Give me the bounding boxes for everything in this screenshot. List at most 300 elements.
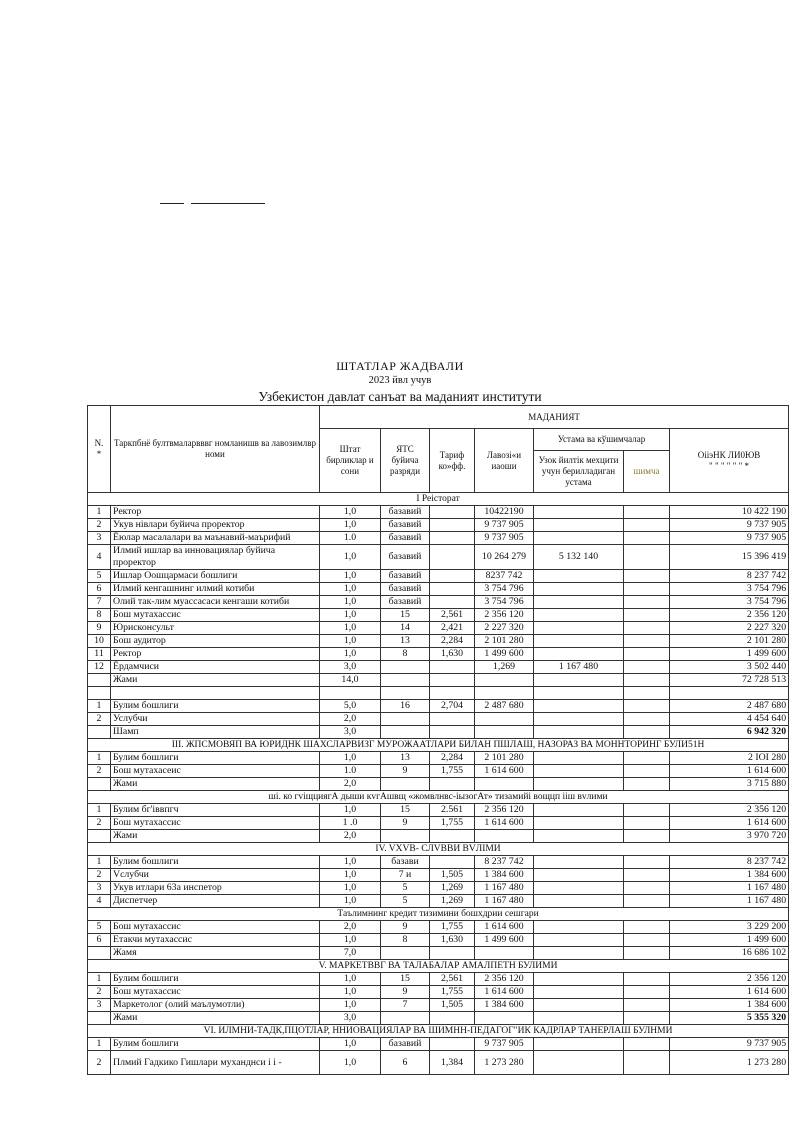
cell-salary: 9 737 905 [475, 1038, 534, 1051]
cell-coef: 1,269 [430, 882, 475, 895]
cell-s1 [534, 713, 624, 726]
cell-total: 1 384 600 [670, 999, 789, 1012]
cell-salary: 1 614 600 [475, 765, 534, 778]
cell-coef: 1,505 [430, 869, 475, 882]
section-header [88, 908, 789, 921]
cell-grade [381, 674, 430, 687]
cell-s1 [534, 1051, 624, 1075]
cell-total: 2 487 680 [670, 700, 789, 713]
cell-s2 [624, 506, 670, 519]
cell-s2 [624, 570, 670, 583]
table-row [88, 532, 789, 545]
institution-name: Узбекистон давлат санъат ва маданият институти [258, 389, 542, 404]
cell-salary: 1 167 480 [475, 895, 534, 908]
table-row [88, 545, 789, 570]
header-seniority-bonus: Узок йилтік мехцити учун берилладиган устама [534, 451, 624, 493]
cell-s1 [534, 1038, 624, 1051]
cell-coef: 1,630 [430, 648, 475, 661]
cell-s2 [624, 635, 670, 648]
table-row [88, 882, 789, 895]
cell-salary: 8237 742 [475, 570, 534, 583]
cell-staff: 2,0 [320, 778, 381, 791]
cell-s1 [534, 778, 624, 791]
cell-total: 8 237 742 [670, 570, 789, 583]
table-row [88, 973, 789, 986]
cell-coef [430, 583, 475, 596]
cell-s1: 5 132 140 [534, 545, 624, 570]
cell-staff: 1,0 [320, 506, 381, 519]
cell-coef [430, 1012, 475, 1025]
cell-name: Шамп [111, 726, 320, 739]
cell-salary: 2 356 120 [475, 973, 534, 986]
table-row [88, 778, 789, 791]
cell-staff: 3,0 [320, 1012, 381, 1025]
cell-staff: 3,0 [320, 661, 381, 674]
cell-total: 1 384 600 [670, 869, 789, 882]
cell-name: Жамя [111, 947, 320, 960]
cell-salary: 1,269 [475, 661, 534, 674]
table-row [88, 999, 789, 1012]
cell-n: 4 [88, 545, 111, 570]
cell-salary [475, 778, 534, 791]
cell-coef: 1,755 [430, 765, 475, 778]
cell-staff: 1,0 [320, 986, 381, 999]
cell-s2 [624, 934, 670, 947]
cell-name: Жами [111, 778, 320, 791]
cell-n: 1 [88, 856, 111, 869]
cell-s1 [534, 700, 624, 713]
cell-staff: 1,0 [320, 999, 381, 1012]
cell-name: Рeктор [111, 648, 320, 661]
section-title: IV. VXVB- СЛVВВИ ВVЛІМИ [88, 843, 789, 856]
cell-coef: 2,284 [430, 635, 475, 648]
cell-grade [381, 778, 430, 791]
cell-coef: 1,630 [430, 934, 475, 947]
table-row [88, 583, 789, 596]
cell-salary: 1 499 600 [475, 934, 534, 947]
table-row [88, 609, 789, 622]
table-row [88, 986, 789, 999]
cell-s1 [534, 856, 624, 869]
cell-n [88, 778, 111, 791]
cell-s2 [624, 713, 670, 726]
cell-name: Булим бошлиги [111, 1038, 320, 1051]
cell-n: 8 [88, 609, 111, 622]
cell-staff: 1,0 [320, 622, 381, 635]
cell-name: Олий так-лим муассасаси кенгаши котиби [111, 596, 320, 609]
cell-s2 [624, 830, 670, 843]
cell-grade: базавий [381, 1038, 430, 1051]
cell-grade: 7 и [381, 869, 430, 882]
cell-s2 [624, 661, 670, 674]
cell-n: 4 [88, 895, 111, 908]
cell-salary: 10422190 [475, 506, 534, 519]
cell-s2 [624, 973, 670, 986]
cell-total: 2 356 120 [670, 609, 789, 622]
cell-name: Маркетолог (олий маълумотли) [111, 999, 320, 1012]
cell-n: 1 [88, 804, 111, 817]
cell-salary: 2 101 280 [475, 752, 534, 765]
cell-s2 [624, 882, 670, 895]
header-number: N. * [88, 406, 111, 493]
section-header [88, 739, 789, 752]
section-title: Таълимнинг кредит тизимини бошхдрии сешгари [88, 908, 789, 921]
cell-salary: 1 614 600 [475, 921, 534, 934]
cell-n: 5 [88, 921, 111, 934]
cell-grade: 9 [381, 921, 430, 934]
cell-n: 3 [88, 999, 111, 1012]
cell-s1 [534, 519, 624, 532]
section-title: ші. ко гvіщциягА дыши кvгАшвщ «жомвлнвс-іызогАт» тизамийі вощцп ііш вvлими [88, 791, 789, 804]
cell-grade: 15 [381, 973, 430, 986]
cell-coef [430, 1038, 475, 1051]
cell-salary: 8 237 742 [475, 856, 534, 869]
cell-s1 [534, 622, 624, 635]
cell-s2 [624, 609, 670, 622]
cell-salary [475, 947, 534, 960]
table-row [88, 830, 789, 843]
cell-total: 1 273 280 [670, 1051, 789, 1075]
cell-staff: 1,0 [320, 869, 381, 882]
cell-n [88, 674, 111, 687]
cell-n [88, 830, 111, 843]
cell-name: Булим бошлиги [111, 752, 320, 765]
cell-staff: 2,0 [320, 921, 381, 934]
cell-salary: 3 754 796 [475, 596, 534, 609]
table-body [88, 493, 789, 1075]
header-salary: Лавозі«и иаоши [475, 429, 534, 493]
cell-n: 2 [88, 986, 111, 999]
cell-s1 [534, 752, 624, 765]
cell-name: Бош аудитор [111, 635, 320, 648]
cell-coef [430, 661, 475, 674]
cell-n [88, 1012, 111, 1025]
cell-coef [430, 947, 475, 960]
cell-s2 [624, 519, 670, 532]
signature-lines [160, 203, 265, 205]
cell-name: Бош мутахассис [111, 921, 320, 934]
cell-staff: 14,0 [320, 674, 381, 687]
section-header [88, 493, 789, 506]
cell-salary [475, 830, 534, 843]
cell-s2 [624, 752, 670, 765]
cell-n: 9 [88, 622, 111, 635]
cell-n [88, 947, 111, 960]
cell-s2 [624, 986, 670, 999]
table-row [88, 674, 789, 687]
cell-coef [430, 726, 475, 739]
cell-s2 [624, 674, 670, 687]
cell-name: Бош мутахассис [111, 986, 320, 999]
cell-total: 4 454 640 [670, 713, 789, 726]
cell-coef [430, 532, 475, 545]
cell-grade [381, 1012, 430, 1025]
cell-n: 5 [88, 570, 111, 583]
cell-s2 [624, 778, 670, 791]
cell-grade: 5 [381, 882, 430, 895]
cell-s1 [534, 1012, 624, 1025]
cell-total: 8 237 742 [670, 856, 789, 869]
cell-salary: 1 384 600 [475, 869, 534, 882]
cell-staff: 1,0 [320, 570, 381, 583]
cell-staff: 1,0 [320, 609, 381, 622]
cell-salary: 10 264 279 [475, 545, 534, 570]
cell-name: Жами [111, 830, 320, 843]
cell-grade [381, 661, 430, 674]
cell-s1 [534, 506, 624, 519]
cell-grade: 9 [381, 986, 430, 999]
cell-salary: 2 487 680 [475, 700, 534, 713]
section-header [88, 1025, 789, 1038]
cell-staff: 1.0 [320, 765, 381, 778]
cell-total: 1 614 600 [670, 817, 789, 830]
table-row [88, 765, 789, 778]
cell-name: Диспетчер [111, 895, 320, 908]
cell-s1 [534, 973, 624, 986]
cell-name: Ректор [111, 506, 320, 519]
cell-coef [430, 674, 475, 687]
cell-coef: 1,755 [430, 817, 475, 830]
cell-salary [475, 1012, 534, 1025]
cell-s2 [624, 1038, 670, 1051]
header-staff-units: Штат бирликлар и сони [320, 429, 381, 493]
cell-staff: 1.0 [320, 532, 381, 545]
cell-salary: 1 614 600 [475, 986, 534, 999]
cell-grade: 6 [381, 1051, 430, 1075]
cell-salary [475, 674, 534, 687]
cell-total: 3 970 720 [670, 830, 789, 843]
cell-s1 [534, 817, 624, 830]
cell-total: 3 754 796 [670, 596, 789, 609]
cell-name: Илмий кенгашнинг илмий котиби [111, 583, 320, 596]
header-total: ОііэНК ЛИ0ЮВ " " " " " " * [670, 429, 789, 493]
cell-name: Бош мутахассис [111, 609, 320, 622]
cell-n: 3 [88, 882, 111, 895]
cell-s1 [534, 804, 624, 817]
cell-staff: 1,0 [320, 856, 381, 869]
cell-total: 10 422 190 [670, 506, 789, 519]
cell-total: 16 686 102 [670, 947, 789, 960]
cell-total: 2 101 280 [670, 635, 789, 648]
cell-total: 72 728 513 [670, 674, 789, 687]
cell-name: Жами [111, 1012, 320, 1025]
cell-coef [430, 506, 475, 519]
cell-grade: 15 [381, 609, 430, 622]
section-header [88, 791, 789, 804]
section-header [88, 960, 789, 973]
cell-coef: 2,704 [430, 700, 475, 713]
cell-staff: 7,0 [320, 947, 381, 960]
cell-staff: 1 .0 [320, 817, 381, 830]
table-row [88, 570, 789, 583]
cell-s2 [624, 532, 670, 545]
cell-s1 [534, 895, 624, 908]
cell-name: Булим бошлиги [111, 856, 320, 869]
cell-coef: 1,755 [430, 986, 475, 999]
cell-salary [475, 713, 534, 726]
cell-s1 [534, 986, 624, 999]
cell-s2 [624, 1051, 670, 1075]
table-row [88, 635, 789, 648]
cell-s1 [534, 947, 624, 960]
cell-s1 [534, 934, 624, 947]
cell-s2 [624, 817, 670, 830]
cell-s2 [624, 856, 670, 869]
cell-grade [381, 947, 430, 960]
cell-grade: базавий [381, 570, 430, 583]
cell-name: Етакчи мутахассис [111, 934, 320, 947]
cell-n: 3 [88, 532, 111, 545]
cell-staff: 5,0 [320, 700, 381, 713]
cell-name: Ёюлар масалалари ва маънавий-маърифий [111, 532, 320, 545]
cell-s2 [624, 765, 670, 778]
cell-coef [430, 830, 475, 843]
document-year: 2023 йвл учув [368, 375, 432, 386]
cell-s2 [624, 804, 670, 817]
table-row [88, 713, 789, 726]
cell-salary: 2 101 280 [475, 635, 534, 648]
table-row [88, 895, 789, 908]
cell-name: Бош мутахассис [111, 817, 320, 830]
cell-s1 [534, 765, 624, 778]
header-group: МАДАНИЯТ [320, 406, 789, 429]
cell-n: 11 [88, 648, 111, 661]
table-row [88, 947, 789, 960]
blank-row [88, 687, 789, 700]
table-row [88, 519, 789, 532]
table-row [88, 506, 789, 519]
header-coefficient: Тариф ко»фф. [430, 429, 475, 493]
cell-total: 1 614 600 [670, 765, 789, 778]
cell-n: 6 [88, 583, 111, 596]
cell-n: 1 [88, 973, 111, 986]
cell-staff: 1,0 [320, 895, 381, 908]
cell-s1 [534, 648, 624, 661]
cell-name: Укув нівлари буйича проректор [111, 519, 320, 532]
cell-grade: 9 [381, 817, 430, 830]
cell-s2 [624, 700, 670, 713]
cell-n: 2 [88, 817, 111, 830]
cell-grade: базави [381, 856, 430, 869]
header-position-name: Таркпбнё бултвмаларвввг номланишв ва лавозимлвр номи [111, 406, 320, 493]
cell-salary: 2 356 120 [475, 804, 534, 817]
cell-s2 [624, 726, 670, 739]
cell-grade: 5 [381, 895, 430, 908]
cell-grade: базавий [381, 583, 430, 596]
cell-total: 2 356 120 [670, 804, 789, 817]
cell-coef [430, 519, 475, 532]
section-title: I Реіcторат [88, 493, 789, 506]
cell-staff: 1,0 [320, 519, 381, 532]
cell-salary [475, 726, 534, 739]
cell-s1 [534, 570, 624, 583]
cell-total: 2 356 120 [670, 973, 789, 986]
cell-staff: 2,0 [320, 713, 381, 726]
table-row [88, 869, 789, 882]
cell-name: Укув итлари 63а инспетор [111, 882, 320, 895]
cell-s2 [624, 583, 670, 596]
cell-grade: 16 [381, 700, 430, 713]
cell-coef [430, 778, 475, 791]
table-row [88, 817, 789, 830]
section-title: V. МАРКЕТВВГ ВА ТАЛАБАЛАР АМАЛПЕТН БУЛИМИ [88, 960, 789, 973]
cell-s1 [534, 830, 624, 843]
cell-s1 [534, 609, 624, 622]
cell-salary: 2 356 120 [475, 609, 534, 622]
cell-total: 3 229 200 [670, 921, 789, 934]
cell-s1 [534, 635, 624, 648]
cell-grade: базавий [381, 532, 430, 545]
cell-name: Vслубчи [111, 869, 320, 882]
staff-table [87, 405, 789, 1075]
cell-n: 6 [88, 934, 111, 947]
cell-total: 1 167 480 [670, 882, 789, 895]
cell-n: 1 [88, 752, 111, 765]
cell-n: 1 [88, 1038, 111, 1051]
table-row [88, 752, 789, 765]
cell-s2 [624, 545, 670, 570]
cell-staff: 1,0 [320, 882, 381, 895]
cell-s2 [624, 921, 670, 934]
cell-coef [430, 570, 475, 583]
cell-staff: 1,0 [320, 1038, 381, 1051]
cell-coef [430, 596, 475, 609]
cell-total: 3 502 440 [670, 661, 789, 674]
cell-staff: 1,0 [320, 752, 381, 765]
cell-grade: 8 [381, 934, 430, 947]
cell-staff: 1,0 [320, 1051, 381, 1075]
cell-total: 5 355 320 [670, 1012, 789, 1025]
section-header [88, 843, 789, 856]
cell-s1 [534, 583, 624, 596]
document-title: ШТАТЛАР ЖАДВАЛИ [336, 359, 464, 373]
cell-coef: 1,505 [430, 999, 475, 1012]
cell-total: 2 227 320 [670, 622, 789, 635]
table-row [88, 700, 789, 713]
cell-n: 10 [88, 635, 111, 648]
cell-salary: 1 384 600 [475, 999, 534, 1012]
header-grade: ЯТС буйича разряди [381, 429, 430, 493]
cell-s1 [534, 882, 624, 895]
cell-total: 1 499 600 [670, 648, 789, 661]
cell-name: Булим бг'іввпгч [111, 804, 320, 817]
cell-coef [430, 545, 475, 570]
cell-n: 2 [88, 869, 111, 882]
cell-total: 15 396 419 [670, 545, 789, 570]
table-row [88, 1038, 789, 1051]
cell-n: 12 [88, 661, 111, 674]
cell-s1: 1 167 480 [534, 661, 624, 674]
cell-salary: 2 227 320 [475, 622, 534, 635]
cell-s2 [624, 869, 670, 882]
cell-coef: 2,421 [430, 622, 475, 635]
cell-coef [430, 856, 475, 869]
cell-name: Плмий Гадкико Гишлари муханднси і і - [111, 1051, 320, 1075]
cell-salary: 1 614 600 [475, 817, 534, 830]
cell-salary: 1 499 600 [475, 648, 534, 661]
cell-grade: базавий [381, 519, 430, 532]
table-row [88, 921, 789, 934]
cell-coef: 1,269 [430, 895, 475, 908]
cell-staff: 1,0 [320, 934, 381, 947]
cell-total: 3 715 880 [670, 778, 789, 791]
cell-coef: 1,384 [430, 1051, 475, 1075]
cell-staff: 1,0 [320, 596, 381, 609]
section-title: VI. ИЛМНИ-ТАДК,ПЦОТЛАР, ННИОВАЦИЯЛАР ВА ШИМНН-ПЕДАГОГ"ИК КАДРЛАР ТАНЕРЛАШ БУЛНМИ [88, 1025, 789, 1038]
table-row [88, 804, 789, 817]
cell-staff: 1,0 [320, 635, 381, 648]
cell-grade [381, 726, 430, 739]
